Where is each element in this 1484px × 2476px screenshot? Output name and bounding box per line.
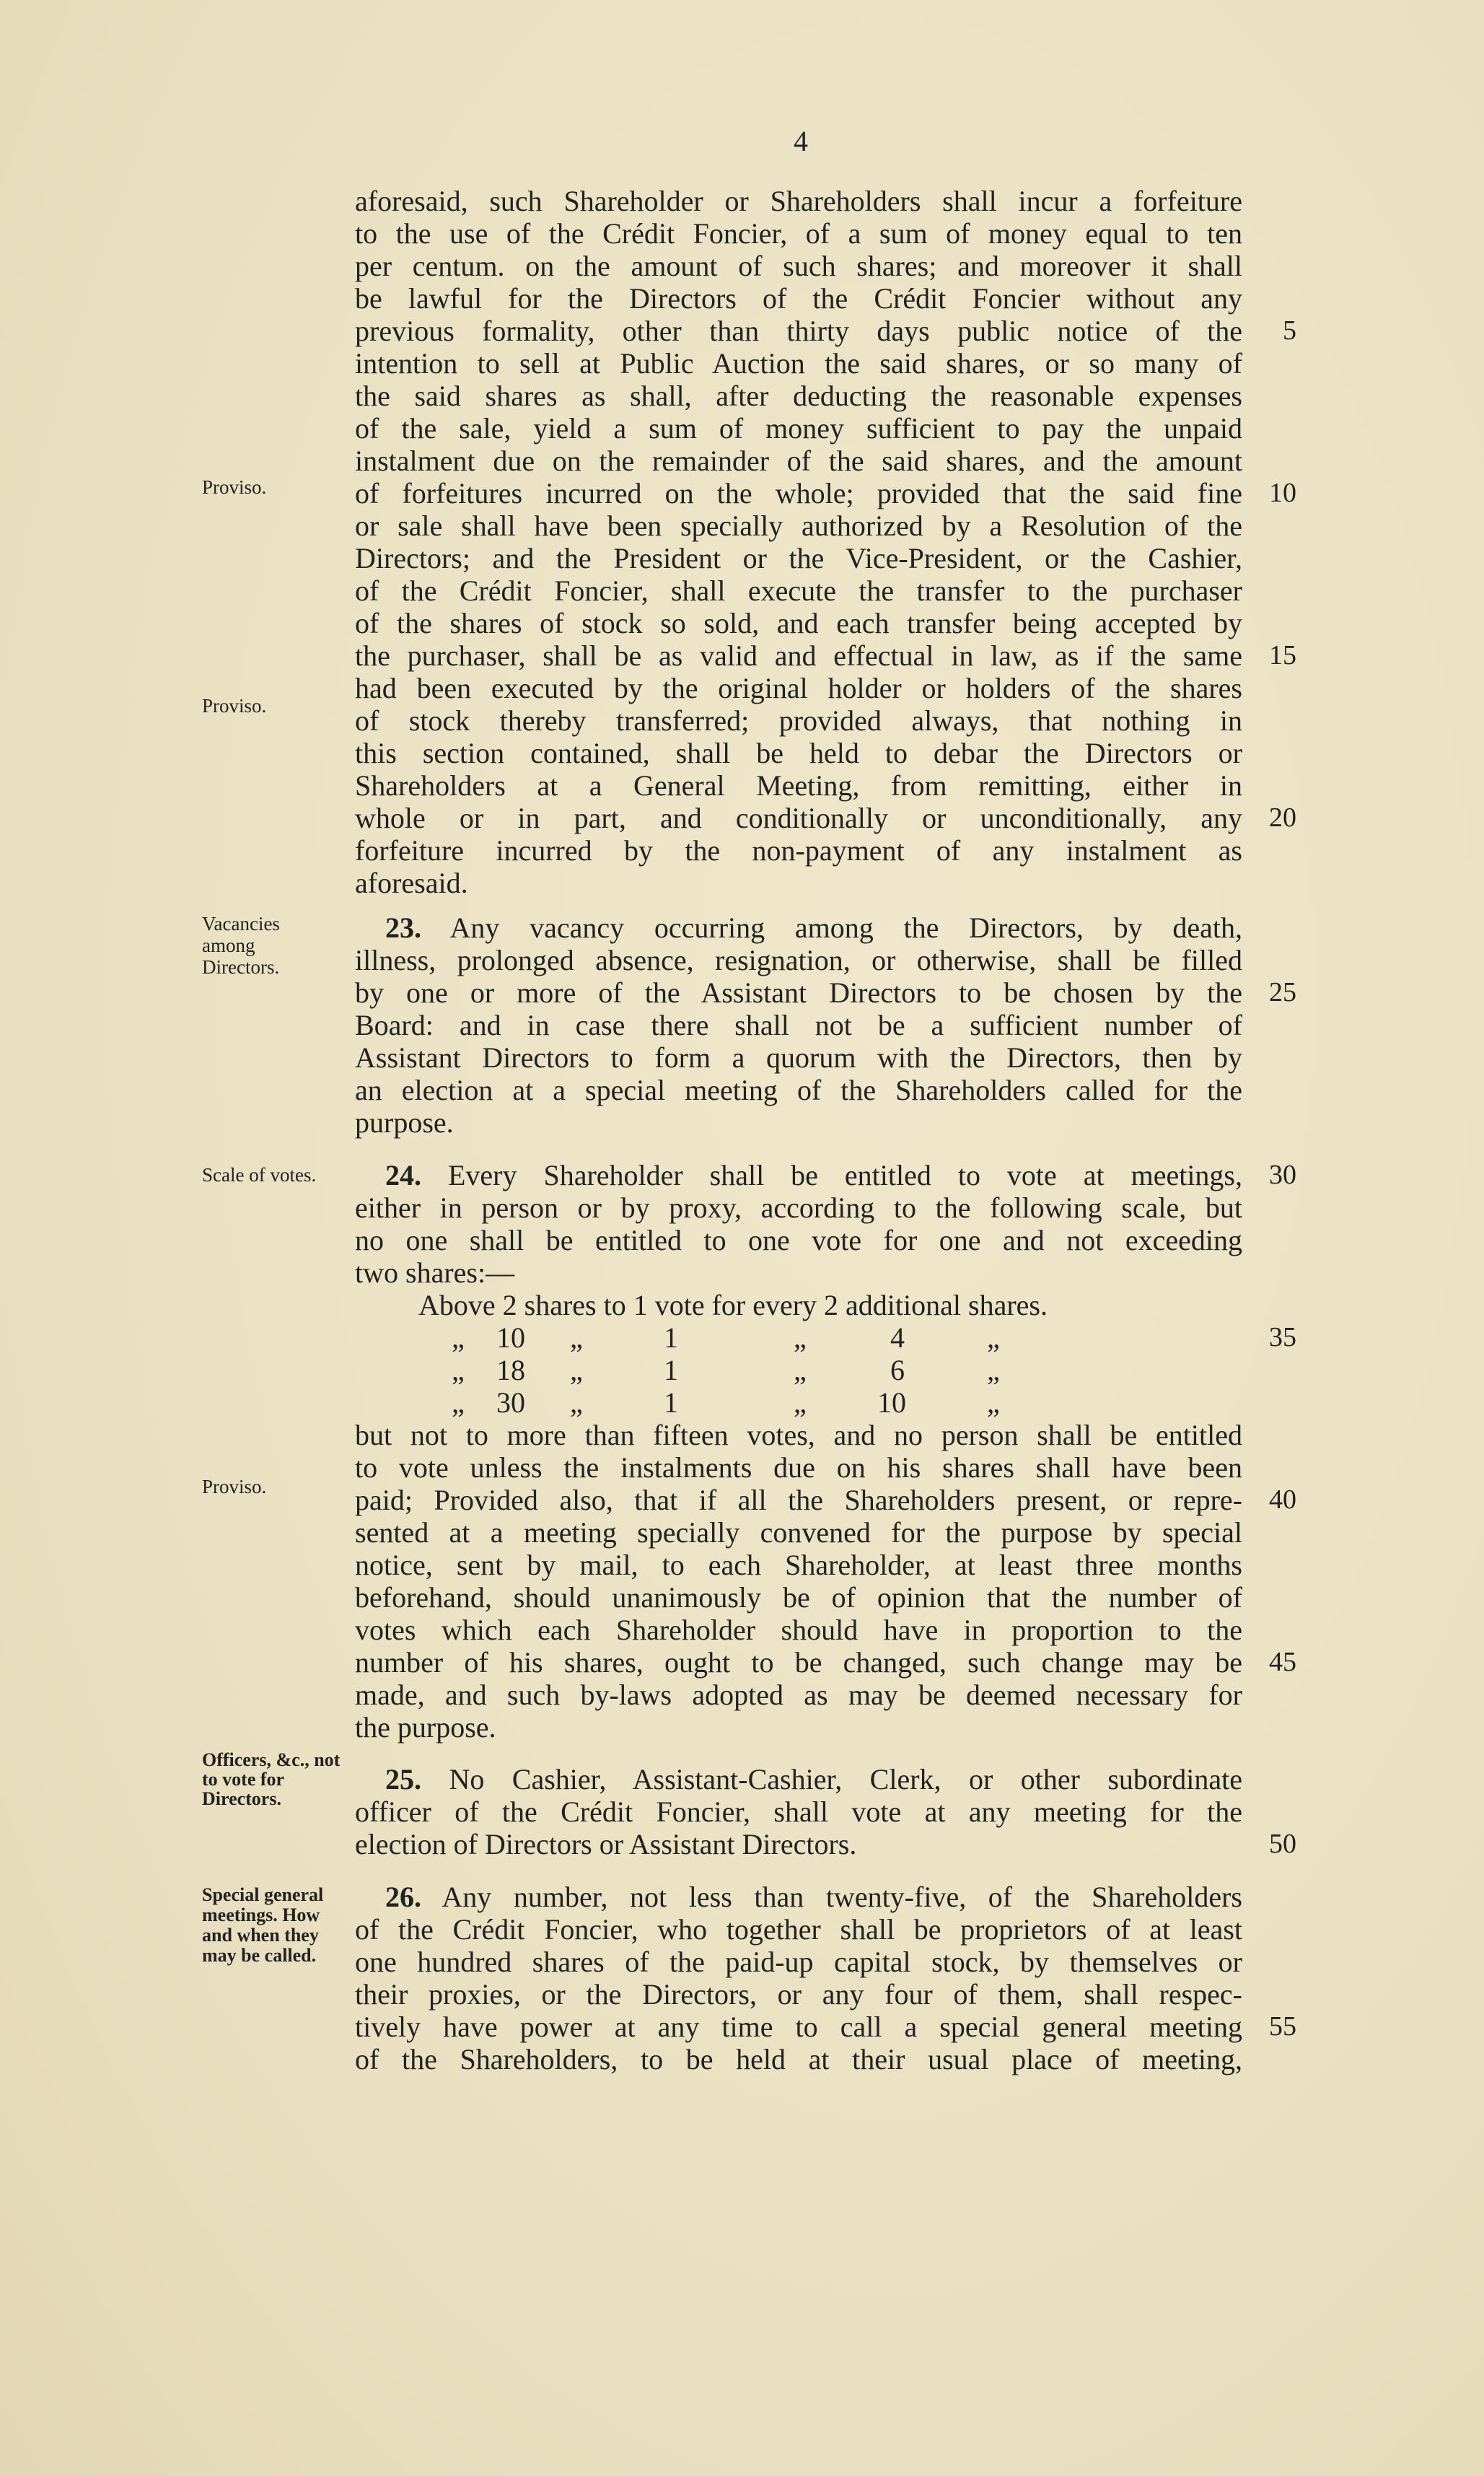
text-line: Shareholders at a General Meeting, from remitting, either in (355, 769, 1242, 802)
every-cell: 6 (890, 1354, 905, 1386)
section-23-first-line: 23. Any vacancy occurring among the Directors, by death, (385, 911, 1242, 944)
section-25-first-line: 25. No Cashier, Assistant-Cashier, Clerk, or other subordinate (385, 1763, 1242, 1795)
section-number: 23. (385, 911, 421, 944)
text-line: aforesaid, such Shareholder or Shareholders shall incur a forfeiture (355, 185, 1242, 217)
line-number: 30 (1269, 1160, 1296, 1190)
text-line: election of Directors or Assistant Directors. (355, 1828, 857, 1860)
ditto-mark: „ (987, 1386, 1000, 1419)
text-line: two shares:— (355, 1256, 515, 1289)
text-line: made, and such by-laws adopted as may be deemed necessary for (355, 1679, 1242, 1711)
ditto-mark: „ (452, 1321, 465, 1354)
text-line: or sale shall have been specially authorized by a Resolution of the (355, 509, 1242, 542)
line-number: 45 (1269, 1647, 1296, 1677)
ditto-mark: „ (794, 1321, 807, 1354)
text-line: had been executed by the original holder or holders of the shares (355, 672, 1242, 704)
margin-note-scale-of-votes: Scale of votes. (202, 1164, 317, 1186)
text-line: of the Crédit Foncier, shall execute the transfer to the purchaser (355, 574, 1242, 607)
text-line: Board: and in case there shall not be a sufficient number of (355, 1009, 1242, 1041)
text-line: either in person or by proxy, according to the following scale, but (355, 1191, 1242, 1224)
ditto-mark: „ (452, 1354, 465, 1386)
text-line: officer of the Crédit Foncier, shall vote at any meeting for the (355, 1795, 1242, 1828)
vote-cell: 1 (664, 1386, 678, 1419)
section-24-first-line: 24. Every Shareholder shall be entitled to vote at meetings, (385, 1159, 1242, 1191)
text-line: the purchaser, shall be as valid and effectual in law, as if the same (355, 639, 1242, 672)
ditto-mark: „ (987, 1354, 1000, 1386)
text-line: per centum. on the amount of such shares; and moreover it shall (355, 250, 1242, 282)
line-number: 25 (1269, 977, 1296, 1007)
line-number: 20 (1269, 802, 1296, 833)
line-number: 40 (1269, 1484, 1296, 1515)
section-number: 26. (385, 1881, 421, 1913)
ditto-mark: „ (570, 1386, 583, 1419)
margin-note-proviso-1: Proviso. (202, 476, 267, 498)
every-cell: 4 (890, 1321, 905, 1354)
vote-cell: 1 (664, 1321, 678, 1354)
text-line: of the Crédit Foncier, who together shall be proprietors of at least (355, 1913, 1242, 1946)
text-line: by one or more of the Assistant Directors to be chosen by the (355, 976, 1242, 1009)
line-number: 55 (1269, 2011, 1296, 2042)
margin-note-vacancies: Vacancies among Directors. (202, 913, 280, 978)
text-line: notice, sent by mail, to each Shareholder, at least three months (355, 1549, 1242, 1581)
text-line: of stock thereby transferred; provided always, that nothing in (355, 704, 1242, 737)
ditto-mark: „ (794, 1386, 807, 1419)
section-number: 25. (385, 1763, 421, 1795)
ditto-mark: „ (794, 1354, 807, 1386)
text-line: beforehand, should unanimously be of opinion that the number of (355, 1581, 1242, 1614)
text-line: to vote unless the instalments due on his shares shall have been (355, 1451, 1242, 1484)
section-number: 24. (385, 1159, 421, 1191)
text-line: the purpose. (355, 1711, 496, 1744)
text-line: Directors; and the President or the Vice-President, or the Cashier, (355, 542, 1242, 574)
text-line: illness, prolonged absence, resignation, or otherwise, shall be filled (355, 944, 1242, 976)
text-line: one hundred shares of the paid-up capital stock, by themselves or (355, 1946, 1242, 1978)
text-line: of forfeitures incurred on the whole; provided that the said fine (355, 477, 1242, 509)
margin-note-special-meetings: Special general meetings. How and when they may be called. (202, 1884, 324, 1966)
text-line: forfeiture incurred by the non-payment of any instalment as (355, 834, 1242, 867)
line-number: 10 (1269, 478, 1296, 508)
shares-cell: 30 (496, 1386, 525, 1419)
margin-note-officers: Officers, &c., not to vote for Directors. (202, 1749, 341, 1809)
margin-note-proviso-2: Proviso. (202, 695, 267, 717)
text-line: sented at a meeting specially convened for the purpose by special (355, 1516, 1242, 1549)
text-line: an election at a special meeting of the Shareholders called for the (355, 1074, 1242, 1106)
text-line: be lawful for the Directors of the Crédit Foncier without any (355, 282, 1242, 315)
text-line: the said shares as shall, after deducting the reasonable expenses (355, 380, 1242, 412)
text-line: their proxies, or the Directors, or any four of them, shall respec- (355, 1978, 1242, 2011)
text-line: intention to sell at Public Auction the said shares, or so many of (355, 347, 1242, 380)
text-line: instalment due on the remainder of the said shares, and the amount (355, 445, 1242, 477)
section-26-first-line: 26. Any number, not less than twenty-five, of the Shareholders (385, 1881, 1242, 1913)
text-line: Assistant Directors to form a quorum with the Directors, then by (355, 1041, 1242, 1074)
text-line: purpose. (355, 1106, 454, 1139)
every-cell: 10 (877, 1386, 906, 1419)
scale-table-header: Above 2 shares to 1 vote for every 2 additional shares. (418, 1289, 1048, 1321)
text-line: previous formality, other than thirty days public notice of the (355, 315, 1242, 347)
page-number: 4 (794, 125, 808, 157)
line-number: 15 (1269, 640, 1296, 670)
text-line: of the Shareholders, to be held at their usual place of meeting, (355, 2043, 1242, 2075)
ditto-mark: „ (987, 1321, 1000, 1354)
shares-cell: 10 (496, 1321, 525, 1354)
line-number: 5 (1283, 315, 1296, 346)
ditto-mark: „ (570, 1321, 583, 1354)
text-line: this section contained, shall be held to debar the Directors or (355, 737, 1242, 769)
margin-note-proviso-3: Proviso. (202, 1476, 267, 1497)
text-line: no one shall be entitled to one vote for one and not exceeding (355, 1224, 1242, 1256)
text-line: tively have power at any time to call a special general meeting (355, 2011, 1242, 2043)
ditto-mark: „ (452, 1386, 465, 1419)
text-line: to the use of the Crédit Foncier, of a sum of money equal to ten (355, 217, 1242, 250)
line-number: 35 (1269, 1322, 1296, 1352)
text-line: votes which each Shareholder should have in proportion to the (355, 1614, 1242, 1646)
text-line: but not to more than fifteen votes, and no person shall be entitled (355, 1419, 1242, 1451)
ditto-mark: „ (570, 1354, 583, 1386)
text-line: paid; Provided also, that if all the Shareholders present, or repre- (355, 1484, 1242, 1516)
shares-cell: 18 (496, 1354, 525, 1386)
text-line: aforesaid. (355, 867, 468, 899)
vote-cell: 1 (664, 1354, 678, 1386)
text-line: of the shares of stock so sold, and each transfer being accepted by (355, 607, 1242, 639)
line-number: 50 (1269, 1829, 1296, 1859)
text-line: number of his shares, ought to be changed, such change may be (355, 1646, 1242, 1679)
text-line: whole or in part, and conditionally or unconditionally, any (355, 802, 1242, 834)
text-line: of the sale, yield a sum of money sufficient to pay the unpaid (355, 412, 1242, 445)
